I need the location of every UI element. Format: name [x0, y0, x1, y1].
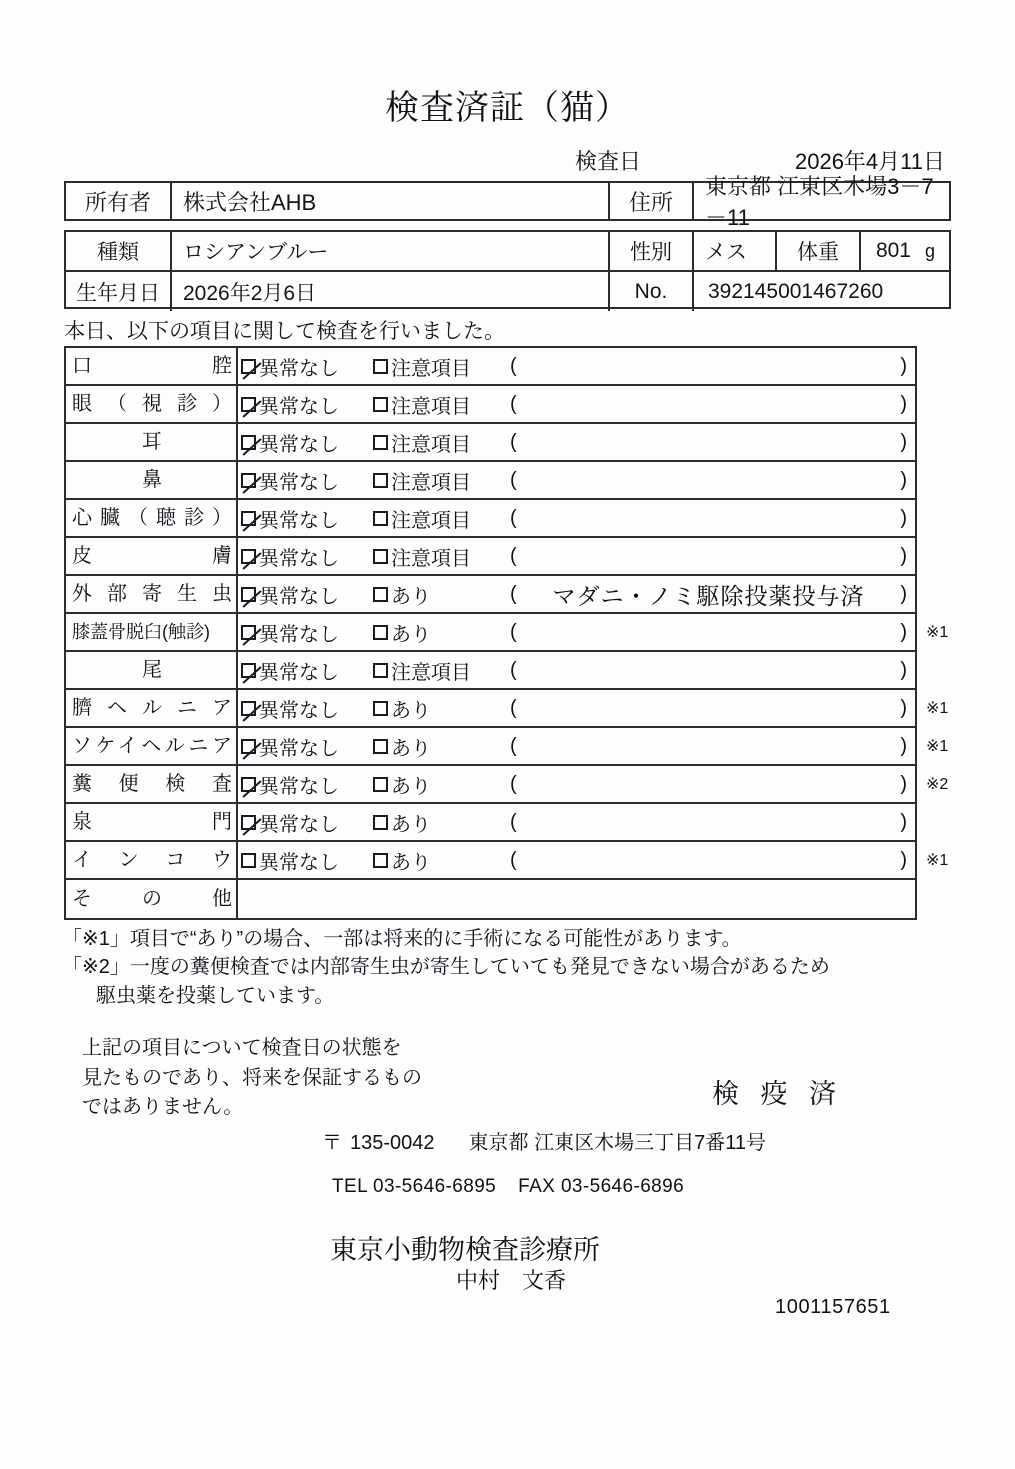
checkbox-empty-icon[interactable] — [373, 663, 388, 678]
option-secondary-label: 注意項目 — [391, 471, 471, 494]
row-label-text: 糞便検査 — [72, 773, 232, 795]
option-secondary-label: あり — [391, 813, 431, 836]
exam-date-row — [575, 145, 945, 173]
checkbox-checked-icon[interactable] — [241, 701, 256, 716]
row-label — [66, 880, 238, 918]
owner-value: 株式会社AHB — [172, 183, 610, 219]
table-row — [66, 424, 915, 462]
option-normal[interactable] — [241, 580, 373, 609]
row-label-text: 耳 — [142, 431, 162, 453]
serial-number: 1001157651 — [775, 1296, 891, 1318]
paren-open: ( — [510, 848, 517, 871]
paren-open: ( — [510, 734, 517, 757]
checkbox-empty-icon[interactable] — [373, 701, 388, 716]
checkbox-checked-icon[interactable] — [241, 625, 256, 640]
remark-field[interactable] — [510, 842, 907, 878]
row-body — [238, 766, 915, 802]
animal-info-box — [64, 230, 951, 309]
row-label — [66, 766, 238, 802]
address-label: 住所 — [610, 183, 694, 219]
table-row — [66, 766, 949, 804]
remark-field[interactable] — [510, 386, 907, 422]
weight-unit: g — [924, 240, 935, 261]
row-body — [238, 576, 915, 612]
sex-label: 性別 — [610, 232, 694, 270]
option-normal-label: 異常なし — [259, 737, 339, 760]
inspection-table — [64, 346, 949, 920]
row-body — [238, 386, 915, 422]
exam-date-label: 検査日 — [575, 149, 642, 174]
table-row — [66, 690, 949, 728]
checkbox-checked-icon[interactable] — [241, 549, 256, 564]
option-secondary-label: 注意項目 — [391, 357, 471, 380]
option-normal[interactable] — [241, 808, 373, 837]
page-title: 検査済証（猫） — [385, 89, 630, 127]
paren-open: ( — [510, 582, 517, 605]
option-normal-label: 異常なし — [259, 699, 339, 722]
checkbox-empty-icon[interactable] — [373, 777, 388, 792]
row-label — [66, 614, 238, 650]
footnote-marker: ※2 — [926, 776, 949, 793]
option-secondary[interactable] — [373, 732, 431, 761]
remark-field[interactable] — [510, 500, 907, 536]
option-normal-label: 異常なし — [259, 433, 339, 456]
option-secondary-label: あり — [391, 623, 431, 646]
row-body — [238, 728, 915, 764]
paren-open: ( — [510, 658, 517, 681]
microchip-no-label: No. — [610, 272, 694, 311]
row-label-text: 口腔 — [72, 355, 232, 377]
clinic-tel: TEL 03-5646-6895 — [332, 1176, 497, 1197]
option-secondary[interactable] — [373, 542, 471, 571]
weight-value: 801 — [875, 239, 911, 262]
option-secondary[interactable] — [373, 656, 471, 685]
table-row — [66, 386, 915, 424]
checkbox-empty-icon[interactable] — [373, 815, 388, 830]
checkbox-checked-icon[interactable] — [241, 435, 256, 450]
footnote-2: 「※2」一度の糞便検査では内部寄生虫が寄生していても発見できない場合があるため — [62, 956, 830, 979]
remark-field[interactable] — [510, 766, 907, 802]
remark-field[interactable] — [510, 652, 907, 688]
option-normal[interactable] — [241, 504, 373, 533]
option-normal[interactable] — [241, 732, 373, 761]
row-label — [66, 386, 238, 422]
clinic-address: 東京都 江東区木場三丁目7番11号 — [468, 1132, 766, 1154]
option-normal[interactable] — [241, 352, 373, 381]
weight-value-cell — [861, 232, 949, 270]
checkbox-empty-icon[interactable] — [373, 739, 388, 754]
remark-field[interactable] — [510, 690, 907, 726]
animal-info-row-kind — [66, 232, 949, 272]
paren-open: ( — [510, 430, 517, 453]
option-normal-label: 異常なし — [259, 585, 339, 608]
paren-close: ) — [900, 506, 907, 529]
remark-field[interactable] — [510, 576, 907, 612]
footnote-marker: ※1 — [926, 738, 949, 755]
option-secondary[interactable] — [373, 390, 471, 419]
row-label — [66, 728, 238, 764]
option-normal[interactable] — [241, 466, 373, 495]
birthdate-label: 生年月日 — [66, 272, 172, 311]
option-normal[interactable] — [241, 542, 373, 571]
checkbox-checked-icon[interactable] — [241, 587, 256, 602]
paren-open: ( — [510, 544, 517, 567]
table-row — [66, 614, 949, 652]
option-normal-label: 異常なし — [259, 813, 339, 836]
option-normal-label: 異常なし — [259, 775, 339, 798]
row-label — [66, 690, 238, 726]
paren-open: ( — [510, 392, 517, 415]
row-label-text: 尾 — [142, 659, 162, 681]
row-body — [238, 538, 915, 574]
owner-label: 所有者 — [66, 183, 172, 219]
paren-open: ( — [510, 810, 517, 833]
disclaimer-line-1: 上記の項目について検査日の状態を — [82, 1037, 402, 1059]
option-secondary-label: 注意項目 — [391, 547, 471, 570]
paren-close: ) — [900, 848, 907, 871]
option-secondary-label: 注意項目 — [391, 661, 471, 684]
row-body — [238, 690, 915, 726]
row-label-text: 眼（視診） — [72, 393, 232, 415]
row-label-text: 泉門 — [72, 811, 232, 833]
kind-label: 種類 — [66, 232, 172, 270]
option-secondary[interactable] — [373, 770, 431, 799]
disclaimer-line-2: 見たものであり、将来を保証するもの — [82, 1066, 422, 1089]
option-normal[interactable] — [241, 428, 373, 457]
option-normal-label: 異常なし — [259, 471, 339, 494]
row-body — [238, 462, 915, 498]
option-secondary-label: あり — [391, 851, 431, 874]
checkbox-checked-icon[interactable] — [241, 739, 256, 754]
footnote-marker: ※1 — [926, 700, 949, 717]
option-normal[interactable] — [241, 770, 373, 799]
option-secondary-label: あり — [391, 737, 431, 760]
table-row — [66, 462, 915, 500]
paren-close: ) — [900, 734, 907, 757]
option-secondary[interactable] — [373, 580, 431, 609]
checkbox-checked-icon[interactable] — [241, 663, 256, 678]
row-label — [66, 348, 238, 384]
paren-close: ) — [900, 772, 907, 795]
option-secondary[interactable] — [373, 504, 471, 533]
row-label — [66, 538, 238, 574]
paren-close: ) — [900, 582, 907, 605]
animal-info-row-birth — [66, 272, 949, 311]
checkbox-empty-icon[interactable] — [373, 397, 388, 412]
kind-value: ロシアンブルー — [172, 232, 610, 270]
option-normal-label: 異常なし — [259, 661, 339, 684]
table-row — [66, 880, 915, 918]
option-secondary-label: あり — [391, 585, 431, 608]
owner-info-box — [64, 174, 951, 230]
option-secondary-label: あり — [391, 775, 431, 798]
table-row — [66, 842, 949, 880]
checkbox-empty-icon[interactable] — [373, 853, 388, 868]
exam-date-value: 2026年4月11日 — [794, 149, 945, 174]
checkbox-empty-icon[interactable] — [373, 587, 388, 602]
address-value: 東京都 江東区木場3－7－11 — [705, 174, 934, 230]
row-label-text: 鼻 — [142, 469, 162, 491]
footnote-1: 「※1」項目で“あり”の場合、一部は将来的に手術になる可能性があります。 — [62, 928, 742, 950]
table-row — [66, 804, 915, 842]
row-label-text: インコウ — [72, 849, 232, 871]
option-secondary[interactable] — [373, 808, 431, 837]
checkbox-checked-icon[interactable] — [241, 815, 256, 830]
paren-close: ) — [900, 544, 907, 567]
option-secondary-label: 注意項目 — [391, 509, 471, 532]
microchip-no-value: 392145001467260 — [708, 279, 884, 303]
row-label — [66, 500, 238, 536]
remark-field[interactable] — [510, 462, 907, 498]
checkbox-empty-icon[interactable] — [373, 549, 388, 564]
remark-field[interactable] — [510, 348, 907, 384]
row-body — [238, 842, 915, 878]
paren-open: ( — [510, 506, 517, 529]
checkbox-empty-icon[interactable] — [373, 435, 388, 450]
paren-close: ) — [900, 392, 907, 415]
remark-field[interactable] — [510, 728, 907, 764]
paren-close: ) — [900, 468, 907, 491]
remark-field[interactable] — [510, 614, 907, 650]
remark-field[interactable] — [510, 538, 907, 574]
table-row — [66, 576, 915, 614]
clinic-name: 東京小動物検査診療所 — [330, 1235, 600, 1265]
paren-close: ) — [900, 696, 907, 719]
option-normal[interactable] — [241, 390, 373, 419]
row-label-text: ソケイヘルニア — [72, 735, 232, 757]
row-body — [238, 424, 915, 460]
row-label — [66, 804, 238, 840]
intro-text: 本日、以下の項目に関して検査を行いました。 — [64, 320, 505, 343]
footnote-2-continued: 駆虫薬を投薬しています。 — [96, 984, 335, 1007]
option-secondary[interactable] — [373, 428, 471, 457]
checkbox-empty-icon[interactable] — [241, 853, 256, 868]
paren-close: ) — [900, 430, 907, 453]
checkbox-checked-icon[interactable] — [241, 473, 256, 488]
checkbox-checked-icon[interactable] — [241, 397, 256, 412]
paren-close: ) — [900, 354, 907, 377]
option-normal-label: 異常なし — [259, 395, 339, 418]
row-label — [66, 576, 238, 612]
quarantine-stamp: 検 疫 済 — [712, 1079, 844, 1109]
row-body — [238, 652, 915, 688]
row-label — [66, 424, 238, 460]
option-normal-label: 異常なし — [259, 851, 339, 874]
footnote-marker: ※1 — [926, 852, 949, 869]
row-body — [238, 348, 915, 384]
option-normal-label: 異常なし — [259, 623, 339, 646]
option-secondary[interactable] — [373, 466, 471, 495]
option-normal-label: 異常なし — [259, 547, 339, 570]
paren-open: ( — [510, 354, 517, 377]
postal-mark-icon: 〒 — [322, 1132, 342, 1154]
option-secondary-label: 注意項目 — [391, 433, 471, 456]
row-body — [238, 500, 915, 536]
paren-open: ( — [510, 772, 517, 795]
footnote-marker: ※1 — [926, 624, 949, 641]
row-label — [66, 652, 238, 688]
paren-close: ) — [900, 620, 907, 643]
option-secondary-label: 注意項目 — [391, 395, 471, 418]
row-label-text: 膝蓋骨脱臼(触診) — [72, 622, 210, 642]
row-body — [238, 804, 915, 840]
birthdate-value: 2026年2月6日 — [172, 272, 610, 311]
row-body — [238, 880, 915, 918]
table-row — [66, 652, 915, 690]
row-body — [238, 614, 915, 650]
row-label-text: 心臓（聴診） — [72, 507, 232, 529]
checkbox-checked-icon[interactable] — [241, 777, 256, 792]
option-normal[interactable] — [241, 846, 373, 875]
paren-open: ( — [510, 620, 517, 643]
row-label-text: 外部寄生虫 — [72, 583, 232, 605]
table-row — [66, 500, 915, 538]
checkbox-empty-icon[interactable] — [373, 473, 388, 488]
option-secondary[interactable] — [373, 352, 471, 381]
row-label-text: その他 — [72, 888, 232, 910]
paren-close: ) — [900, 810, 907, 833]
row-label-text: 臍ヘルニア — [72, 697, 232, 719]
option-secondary[interactable] — [373, 846, 431, 875]
remark-field[interactable] — [510, 424, 907, 460]
disclaimer — [82, 1034, 502, 1123]
option-normal-label: 異常なし — [259, 509, 339, 532]
checkbox-empty-icon[interactable] — [373, 625, 388, 640]
clinic-person-name: 中村 文香 — [456, 1268, 567, 1293]
checkbox-empty-icon[interactable] — [373, 359, 388, 374]
option-normal[interactable] — [241, 618, 373, 647]
option-normal[interactable] — [241, 656, 373, 685]
weight-label: 体重 — [777, 232, 861, 270]
option-secondary-label: あり — [391, 699, 431, 722]
checkbox-checked-icon[interactable] — [241, 511, 256, 526]
remark-text: マダニ・ノミ駆除投薬投与済 — [552, 582, 865, 609]
footnotes — [62, 925, 962, 1010]
table-row — [66, 728, 949, 766]
option-normal-label: 異常なし — [259, 357, 339, 380]
row-label — [66, 462, 238, 498]
remark-field[interactable] — [510, 804, 907, 840]
checkbox-empty-icon[interactable] — [373, 511, 388, 526]
paren-close: ) — [900, 658, 907, 681]
row-label-text: 皮膚 — [72, 545, 232, 567]
paren-open: ( — [510, 696, 517, 719]
option-secondary[interactable] — [373, 618, 431, 647]
clinic-address-line — [322, 1126, 766, 1155]
clinic-fax: FAX 03-5646-6896 — [518, 1176, 685, 1197]
disclaimer-line-3: ではありません。 — [82, 1096, 244, 1119]
clinic-zip: 135-0042 — [350, 1132, 435, 1154]
checkbox-checked-icon[interactable] — [241, 359, 256, 374]
clinic-contact-line — [332, 1176, 684, 1198]
option-secondary[interactable] — [373, 694, 431, 723]
sex-value: メス — [694, 232, 777, 270]
option-normal[interactable] — [241, 694, 373, 723]
paren-open: ( — [510, 468, 517, 491]
table-row — [66, 348, 915, 386]
row-label — [66, 842, 238, 878]
table-row — [66, 538, 915, 576]
